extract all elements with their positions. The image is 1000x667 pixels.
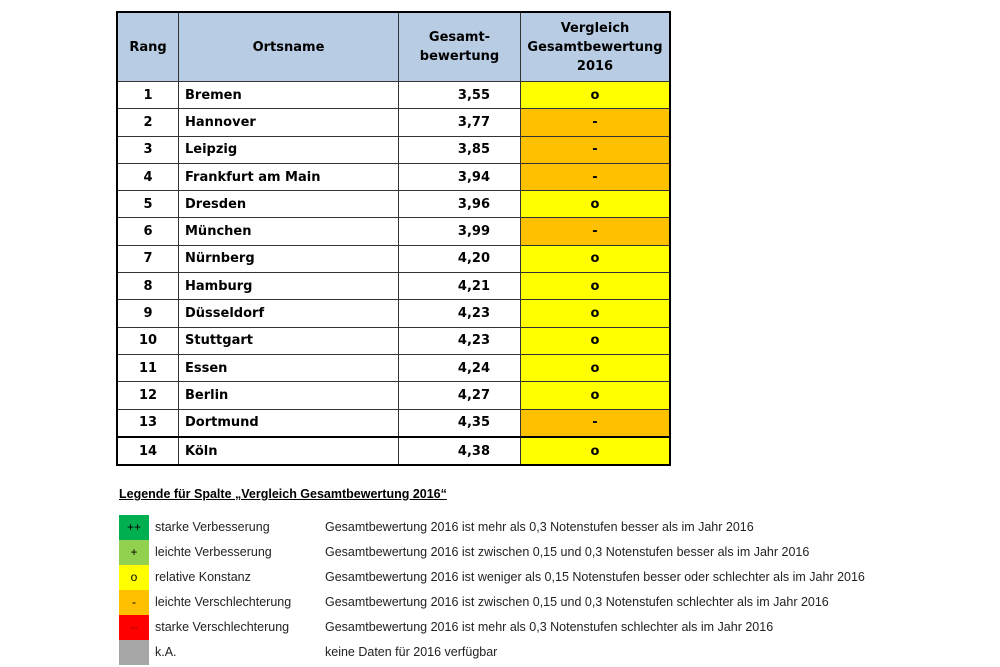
vergleich-cell: o bbox=[521, 327, 671, 354]
gesamtbewertung-cell: 4,35 bbox=[399, 409, 521, 437]
header-ortsname bbox=[179, 12, 399, 82]
legend-description: Gesamtbewertung 2016 ist mehr als 0,3 Notenstufen schlechter als im Jahr 2016 bbox=[325, 620, 774, 634]
legend-description: Gesamtbewertung 2016 ist mehr als 0,3 Notenstufen besser als im Jahr 2016 bbox=[325, 520, 754, 534]
vergleich-cell: - bbox=[521, 136, 671, 163]
legend-description: Gesamtbewertung 2016 ist zwischen 0,15 und 0,3 Notenstufen besser als im Jahr 2016 bbox=[325, 545, 810, 559]
rang-cell: 7 bbox=[117, 245, 179, 272]
rang-cell: 8 bbox=[117, 273, 179, 300]
table-row bbox=[117, 327, 670, 354]
legend-description: Gesamtbewertung 2016 ist weniger als 0,15 Notenstufen besser oder schlechter als im Jahr 2016 bbox=[325, 570, 865, 584]
table-header-row bbox=[117, 12, 670, 82]
header-vergleich-line3: 2016 bbox=[576, 58, 614, 74]
gesamtbewertung-cell: 3,96 bbox=[399, 191, 521, 218]
gesamtbewertung-cell: 4,23 bbox=[399, 327, 521, 354]
header-rang bbox=[117, 12, 179, 82]
vergleich-cell: o bbox=[521, 191, 671, 218]
legend-swatch: o bbox=[119, 565, 149, 590]
ortsname-cell: Leipzig bbox=[179, 136, 399, 163]
rang-cell: 12 bbox=[117, 382, 179, 409]
table-row bbox=[117, 245, 670, 272]
ortsname-cell: München bbox=[179, 218, 399, 245]
legend-label: leichte Verschlechterung bbox=[155, 595, 292, 609]
gesamtbewertung-cell: 4,24 bbox=[399, 354, 521, 381]
ortsname-cell: Dortmund bbox=[179, 409, 399, 437]
vergleich-cell: - bbox=[521, 109, 671, 136]
ortsname-cell: Frankfurt am Main bbox=[179, 163, 399, 190]
ortsname-cell: Hannover bbox=[179, 109, 399, 136]
ortsname-cell: Köln bbox=[179, 437, 399, 465]
gesamtbewertung-cell: 4,38 bbox=[399, 437, 521, 465]
rang-cell: 1 bbox=[117, 82, 179, 109]
vergleich-cell: o bbox=[521, 382, 671, 409]
rang-cell: 10 bbox=[117, 327, 179, 354]
vergleich-cell: o bbox=[521, 273, 671, 300]
header-vergleich-line1: Vergleich bbox=[560, 20, 630, 36]
table-row bbox=[117, 163, 670, 190]
ortsname-cell: Hamburg bbox=[179, 273, 399, 300]
gesamtbewertung-cell: 4,21 bbox=[399, 273, 521, 300]
legend-label: k.A. bbox=[155, 645, 177, 659]
vergleich-cell: o bbox=[521, 354, 671, 381]
legend-label: relative Konstanz bbox=[155, 570, 251, 584]
ortsname-cell: Dresden bbox=[179, 191, 399, 218]
legend-swatch: - bbox=[119, 590, 149, 615]
gesamtbewertung-cell: 3,94 bbox=[399, 163, 521, 190]
gesamtbewertung-cell: 3,55 bbox=[399, 82, 521, 109]
gesamtbewertung-cell: 4,27 bbox=[399, 382, 521, 409]
rang-cell: 4 bbox=[117, 163, 179, 190]
table-row bbox=[117, 273, 670, 300]
table-row bbox=[117, 136, 670, 163]
table-row bbox=[117, 109, 670, 136]
rang-cell: 11 bbox=[117, 354, 179, 381]
legend-swatch: ++ bbox=[119, 515, 149, 540]
gesamtbewertung-cell: 4,20 bbox=[399, 245, 521, 272]
header-vergleich-line2: Gesamtbewertung bbox=[527, 39, 663, 55]
ranking-table bbox=[116, 11, 671, 466]
table-row bbox=[117, 300, 670, 327]
ortsname-cell: Essen bbox=[179, 354, 399, 381]
ortsname-cell: Bremen bbox=[179, 82, 399, 109]
vergleich-cell: o bbox=[521, 300, 671, 327]
rang-cell: 3 bbox=[117, 136, 179, 163]
legend-label: starke Verbesserung bbox=[155, 520, 270, 534]
gesamtbewertung-cell: 4,23 bbox=[399, 300, 521, 327]
legend-title: Legende für Spalte „Vergleich Gesamtbewertung 2016“ bbox=[119, 487, 447, 501]
legend-label: starke Verschlechterung bbox=[155, 620, 290, 634]
header-gesamtbewertung bbox=[399, 12, 521, 82]
legend-description: Gesamtbewertung 2016 ist zwischen 0,15 und 0,3 Notenstufen schlechter als im Jahr 2016 bbox=[325, 595, 829, 609]
header-ortsname-label: Ortsname bbox=[252, 39, 325, 55]
ortsname-cell: Nürnberg bbox=[179, 245, 399, 272]
table-row bbox=[117, 354, 670, 381]
legend-swatch: -- bbox=[119, 615, 149, 640]
vergleich-cell: o bbox=[521, 437, 671, 465]
vergleich-cell: o bbox=[521, 82, 671, 109]
ortsname-cell: Stuttgart bbox=[179, 327, 399, 354]
rang-cell: 9 bbox=[117, 300, 179, 327]
vergleich-cell: - bbox=[521, 409, 671, 437]
table-row bbox=[117, 409, 670, 437]
legend-swatch bbox=[119, 640, 149, 665]
legend-swatch: + bbox=[119, 540, 149, 565]
header-rang-label: Rang bbox=[129, 39, 167, 55]
gesamtbewertung-cell: 3,99 bbox=[399, 218, 521, 245]
vergleich-cell: - bbox=[521, 163, 671, 190]
legend-label: leichte Verbesserung bbox=[155, 545, 272, 559]
table-row bbox=[117, 437, 670, 465]
gesamtbewertung-cell: 3,85 bbox=[399, 136, 521, 163]
table-row bbox=[117, 82, 670, 109]
header-gesamt-line1: Gesamt- bbox=[428, 30, 491, 45]
rang-cell: 14 bbox=[117, 437, 179, 465]
rang-cell: 2 bbox=[117, 109, 179, 136]
header-vergleich bbox=[521, 12, 671, 82]
header-gesamt-line2: bewertung bbox=[419, 49, 500, 64]
rang-cell: 6 bbox=[117, 218, 179, 245]
table-row bbox=[117, 218, 670, 245]
vergleich-cell: - bbox=[521, 218, 671, 245]
rang-cell: 5 bbox=[117, 191, 179, 218]
legend-description: keine Daten für 2016 verfügbar bbox=[325, 645, 498, 659]
gesamtbewertung-cell: 3,77 bbox=[399, 109, 521, 136]
rang-cell: 13 bbox=[117, 409, 179, 437]
vergleich-cell: o bbox=[521, 245, 671, 272]
ortsname-cell: Düsseldorf bbox=[179, 300, 399, 327]
ortsname-cell: Berlin bbox=[179, 382, 399, 409]
table-row bbox=[117, 382, 670, 409]
table-row bbox=[117, 191, 670, 218]
